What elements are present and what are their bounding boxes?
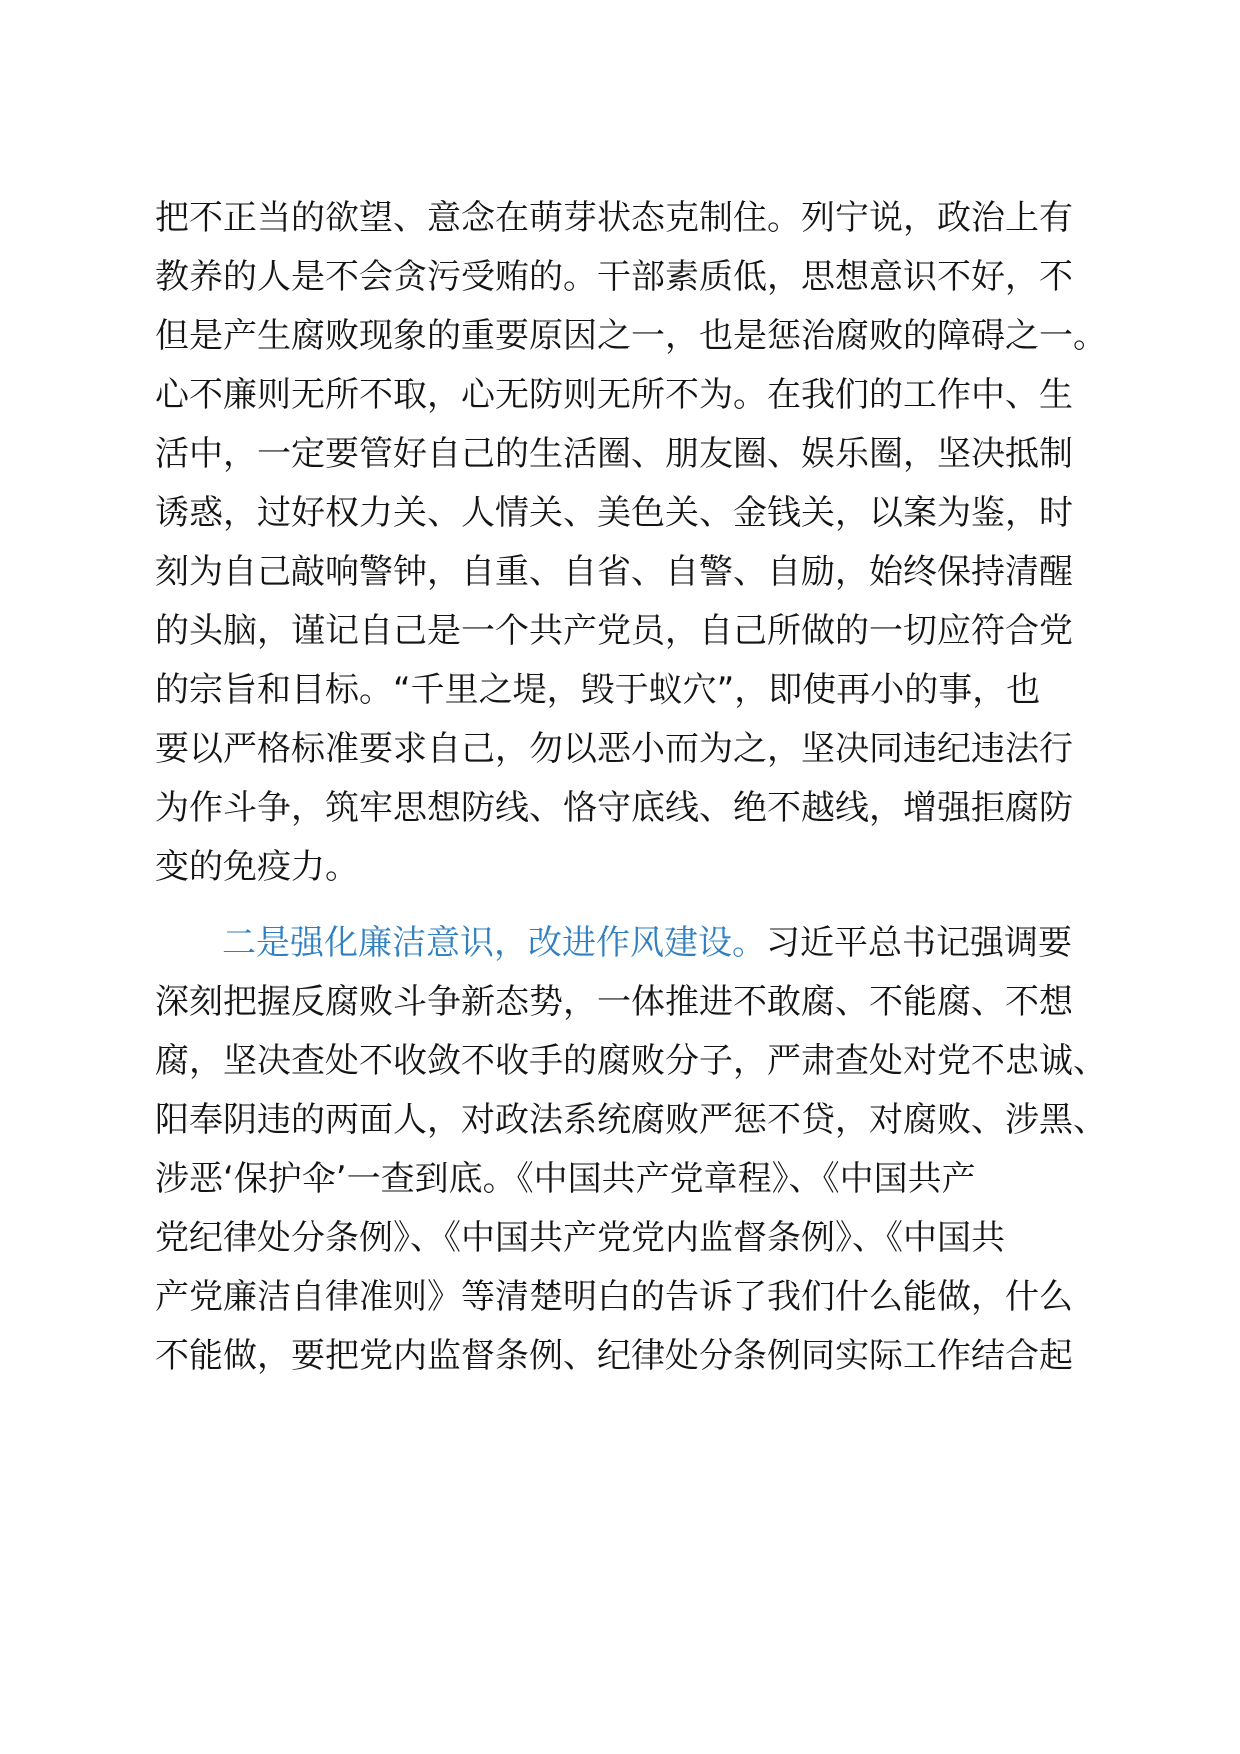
paragraph-1-line: 教养的人是不会贪污受贿的。干部素质低，思想意识不好，不 <box>155 257 1073 297</box>
paragraph-1-line: 的头脑，谨记自己是一个共产党员，自己所做的一切应符合党 <box>155 611 1073 651</box>
paragraph-1-line: 但是产生腐败现象的重要原因之一，也是惩治腐败的障碍之一。 <box>155 316 1107 356</box>
paragraph-2-line: 党纪律处分条例》、《中国共产党党内监督条例》、《中国共 <box>155 1218 1005 1258</box>
paragraph-2-line: 腐，坚决查处不收敛不收手的腐败分子，严肃查处对党不忠诚、 <box>155 1041 1107 1081</box>
paragraph-1-line: 变的免疫力。 <box>155 847 359 887</box>
paragraph-1-line: 为作斗争，筑牢思想防线、恪守底线、绝不越线，增强拒腐防 <box>155 788 1073 828</box>
paragraph-2-heading: 二是强化廉洁意识，改进作风建设。 <box>222 923 766 963</box>
paragraph-2-first-line <box>222 923 1072 963</box>
paragraph-2-line: 涉恶‘保护伞’一查到底。《中国共产党章程》、《中国共产 <box>155 1159 976 1199</box>
paragraph-1-line: 把不正当的欲望、意念在萌芽状态克制住。列宁说，政治上有 <box>155 198 1073 238</box>
paragraph-1-line: 心不廉则无所不取，心无防则无所不为。在我们的工作中、生 <box>155 375 1073 415</box>
paragraph-2-line: 阳奉阴违的两面人，对政法系统腐败严惩不贷，对腐败、涉黑、 <box>155 1100 1107 1140</box>
paragraph-1-line: 活中，一定要管好自己的生活圈、朋友圈、娱乐圈，坚决抵制 <box>155 434 1073 474</box>
paragraph-2-first-line-text: 习近平总书记强调要 <box>766 923 1072 963</box>
paragraph-1-line: 诱惑，过好权力关、人情关、美色关、金钱关，以案为鉴，时 <box>155 493 1073 533</box>
paragraph-2-line: 不能做，要把党内监督条例、纪律处分条例同实际工作结合起 <box>155 1336 1073 1376</box>
paragraph-2-line: 产党廉洁自律准则》等清楚明白的告诉了我们什么能做，什么 <box>155 1277 1073 1317</box>
paragraph-2-line: 深刻把握反腐败斗争新态势，一体推进不敢腐、不能腐、不想 <box>155 982 1073 1022</box>
paragraph-1-line: 的宗旨和目标。“千里之堤，毁于蚁穴”，即使再小的事，也 <box>155 670 1041 710</box>
paragraph-1-line: 刻为自己敲响警钟，自重、自省、自警、自励，始终保持清醒 <box>155 552 1073 592</box>
paragraph-1-line: 要以严格标准要求自己，勿以恶小而为之，坚决同违纪违法行 <box>155 729 1073 769</box>
